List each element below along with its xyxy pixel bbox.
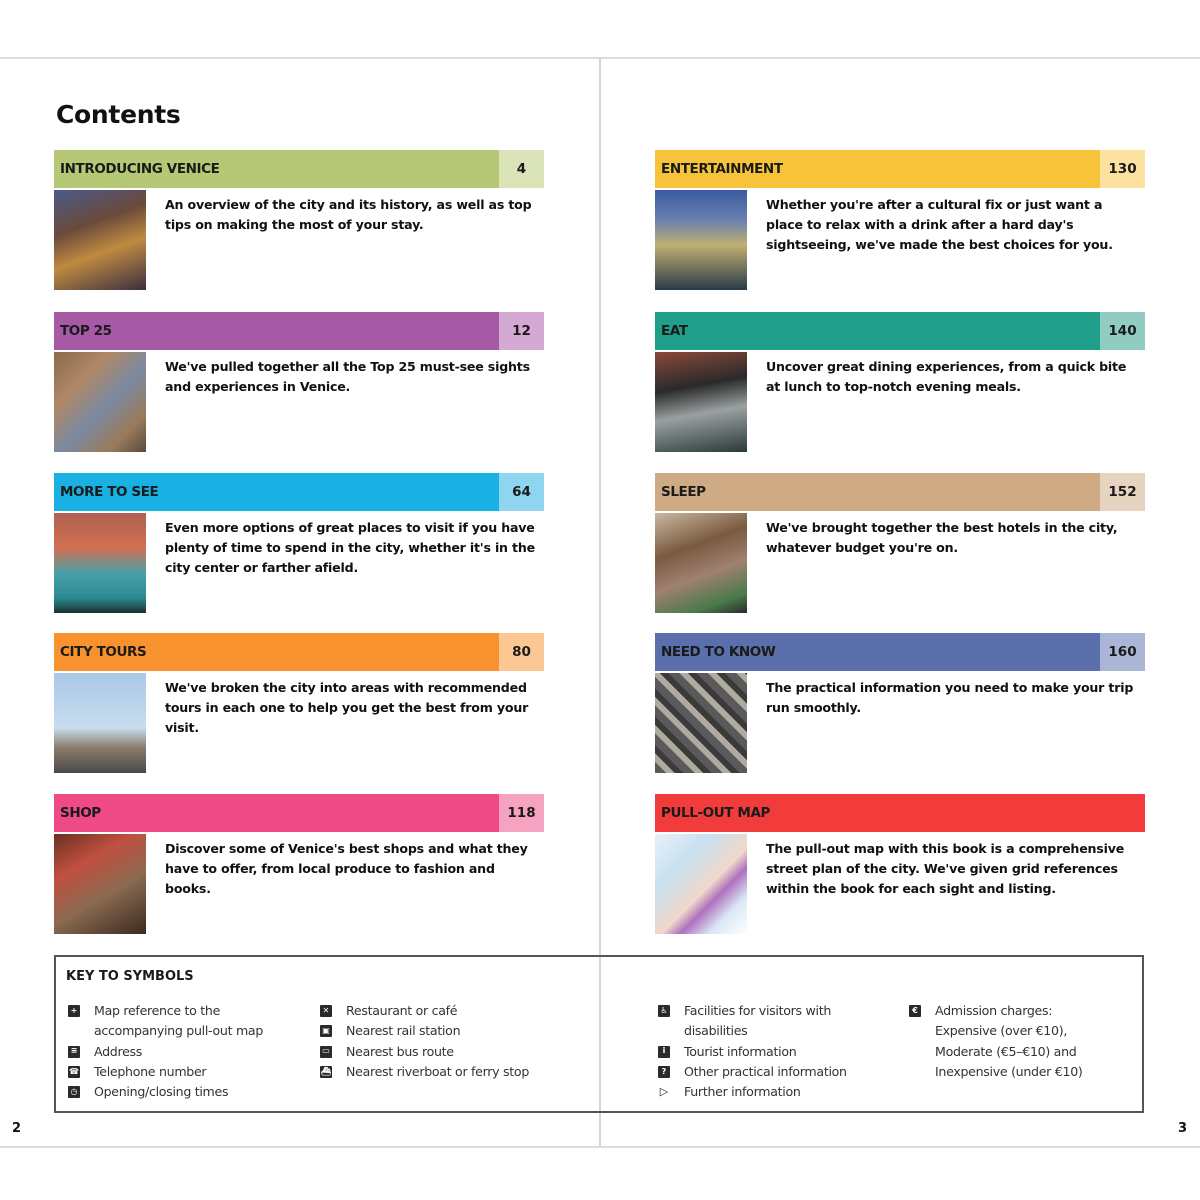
section-label: TOP 25 bbox=[60, 323, 112, 339]
section-city-tours[interactable] bbox=[54, 633, 544, 775]
section-photo bbox=[655, 513, 747, 613]
section-page-number: 4 bbox=[499, 150, 544, 188]
section-pull-out-map[interactable] bbox=[655, 794, 1145, 936]
key-item bbox=[658, 1062, 868, 1082]
practical-info-icon: ? bbox=[658, 1066, 670, 1078]
key-item-text: Other practical information bbox=[684, 1063, 847, 1079]
key-item-text: Further information bbox=[684, 1084, 801, 1100]
key-title: KEY TO SYMBOLS bbox=[66, 969, 194, 984]
key-item bbox=[320, 1062, 560, 1082]
section-shop[interactable] bbox=[54, 794, 544, 936]
page-number-right: 3 bbox=[1178, 1121, 1188, 1136]
section-bar bbox=[655, 312, 1145, 350]
accessibility-icon: ♿ bbox=[658, 1005, 670, 1017]
section-photo bbox=[655, 352, 747, 452]
map-reference-icon: + bbox=[68, 1005, 80, 1017]
key-item-text: Telephone number bbox=[94, 1063, 207, 1079]
section-bar bbox=[655, 150, 1145, 188]
section-label: MORE TO SEE bbox=[60, 484, 159, 500]
section-page-number: 12 bbox=[499, 312, 544, 350]
section-introducing-venice[interactable] bbox=[54, 150, 544, 292]
key-item bbox=[68, 1082, 278, 1102]
key-item bbox=[68, 1042, 278, 1062]
section-description: An overview of the city and its history, as well as top tips on making the most of your stay. bbox=[165, 197, 532, 232]
clock-icon: ◷ bbox=[68, 1086, 80, 1098]
section-photo bbox=[54, 190, 146, 290]
section-bar bbox=[54, 312, 544, 350]
section-label: SLEEP bbox=[661, 484, 706, 500]
section-page-number: 118 bbox=[499, 794, 544, 832]
section-description: The practical information you need to make your trip run smoothly. bbox=[766, 680, 1134, 715]
tourist-info-icon: i bbox=[658, 1046, 670, 1058]
key-to-symbols bbox=[54, 955, 1144, 1113]
section-entertainment[interactable] bbox=[655, 150, 1145, 292]
section-photo bbox=[54, 673, 146, 773]
key-item bbox=[320, 1021, 560, 1041]
section-eat[interactable] bbox=[655, 312, 1145, 454]
key-item-text: Nearest bus route bbox=[346, 1043, 454, 1059]
key-item-text: Facilities for visitors with disabilities bbox=[684, 1003, 832, 1039]
section-page-number: 64 bbox=[499, 473, 544, 511]
section-more-to-see[interactable] bbox=[54, 473, 544, 615]
section-label: INTRODUCING VENICE bbox=[60, 161, 220, 177]
key-item-text: Nearest riverboat or ferry stop bbox=[346, 1063, 530, 1079]
section-label: SHOP bbox=[60, 805, 101, 821]
key-item bbox=[320, 1042, 560, 1062]
section-description: We've broken the city into areas with recommended tours in each one to help you get the best from your visit. bbox=[165, 680, 529, 735]
section-photo bbox=[655, 673, 747, 773]
section-photo bbox=[54, 834, 146, 934]
key-item-text: Nearest rail station bbox=[346, 1023, 461, 1039]
section-page-number bbox=[1100, 794, 1145, 832]
key-column-2 bbox=[320, 1001, 560, 1082]
section-description: The pull-out map with this book is a comprehensive street plan of the city. We've given grid references within the book for each sight and listing. bbox=[766, 841, 1125, 896]
key-item bbox=[658, 1001, 868, 1042]
key-item bbox=[68, 1062, 278, 1082]
key-item bbox=[909, 1001, 1099, 1082]
section-need-to-know[interactable] bbox=[655, 633, 1145, 775]
key-item bbox=[658, 1042, 868, 1062]
section-bar bbox=[54, 633, 544, 671]
bus-icon: ▭ bbox=[320, 1046, 332, 1058]
section-photo bbox=[655, 190, 747, 290]
restaurant-icon: ✕ bbox=[320, 1005, 332, 1017]
key-item-text: Admission charges: Expensive (over €10), Moderate (€5–€10) and Inexpensive (under €10) bbox=[935, 1003, 1083, 1079]
section-bar bbox=[54, 473, 544, 511]
section-label: ENTERTAINMENT bbox=[661, 161, 783, 177]
key-column-1 bbox=[68, 1001, 278, 1102]
key-column-4 bbox=[909, 1001, 1099, 1082]
section-description: Even more options of great places to visit if you have plenty of time to spend in the city, whether it's in the city center or farther afield. bbox=[165, 520, 535, 575]
section-description: We've pulled together all the Top 25 must-see sights and experiences in Venice. bbox=[165, 359, 530, 394]
section-page-number: 152 bbox=[1100, 473, 1145, 511]
section-bar bbox=[655, 633, 1145, 671]
key-item-text: Tourist information bbox=[684, 1043, 797, 1059]
address-icon: ≡ bbox=[68, 1046, 80, 1058]
key-item-text: Restaurant or café bbox=[346, 1003, 458, 1018]
section-page-number: 80 bbox=[499, 633, 544, 671]
section-label: EAT bbox=[661, 323, 688, 339]
map-thumbnail bbox=[655, 834, 747, 934]
ferry-icon: ⛴ bbox=[320, 1066, 332, 1078]
section-bar bbox=[54, 150, 544, 188]
key-item-text: Map reference to the accompanying pull-out map bbox=[94, 1003, 264, 1039]
page-title: Contents bbox=[56, 100, 181, 129]
section-bar bbox=[54, 794, 544, 832]
key-item-text: Opening/closing times bbox=[94, 1084, 229, 1100]
section-label: CITY TOURS bbox=[60, 644, 147, 660]
section-description: Discover some of Venice's best shops and what they have to offer, from local produce to fashion and books. bbox=[165, 841, 528, 896]
section-photo bbox=[54, 352, 146, 452]
page-number-left: 2 bbox=[12, 1121, 22, 1136]
section-description: Whether you're after a cultural fix or just want a place to relax with a drink after a hard day's sightseeing, we've made the best choices for you. bbox=[766, 197, 1113, 252]
key-item bbox=[320, 1001, 560, 1021]
section-label: NEED TO KNOW bbox=[661, 644, 776, 660]
key-item bbox=[68, 1001, 278, 1042]
telephone-icon: ☎ bbox=[68, 1066, 80, 1078]
section-page-number: 130 bbox=[1100, 150, 1145, 188]
key-item-text: Address bbox=[94, 1043, 143, 1059]
section-top-25[interactable] bbox=[54, 312, 544, 454]
section-photo bbox=[54, 513, 146, 613]
further-info-icon: ▷ bbox=[659, 1085, 669, 1099]
section-sleep[interactable] bbox=[655, 473, 1145, 615]
section-bar bbox=[655, 794, 1145, 832]
section-bar bbox=[655, 473, 1145, 511]
section-page-number: 140 bbox=[1100, 312, 1145, 350]
admission-icon: € bbox=[909, 1005, 921, 1017]
section-label: PULL-OUT MAP bbox=[661, 805, 770, 821]
key-column-3 bbox=[658, 1001, 868, 1102]
section-description: We've brought together the best hotels in the city, whatever budget you're on. bbox=[766, 520, 1118, 555]
key-item bbox=[658, 1082, 868, 1102]
section-description: Uncover great dining experiences, from a quick bite at lunch to top-notch evening meals. bbox=[766, 359, 1127, 394]
section-page-number: 160 bbox=[1100, 633, 1145, 671]
rail-icon: ▣ bbox=[320, 1025, 332, 1037]
